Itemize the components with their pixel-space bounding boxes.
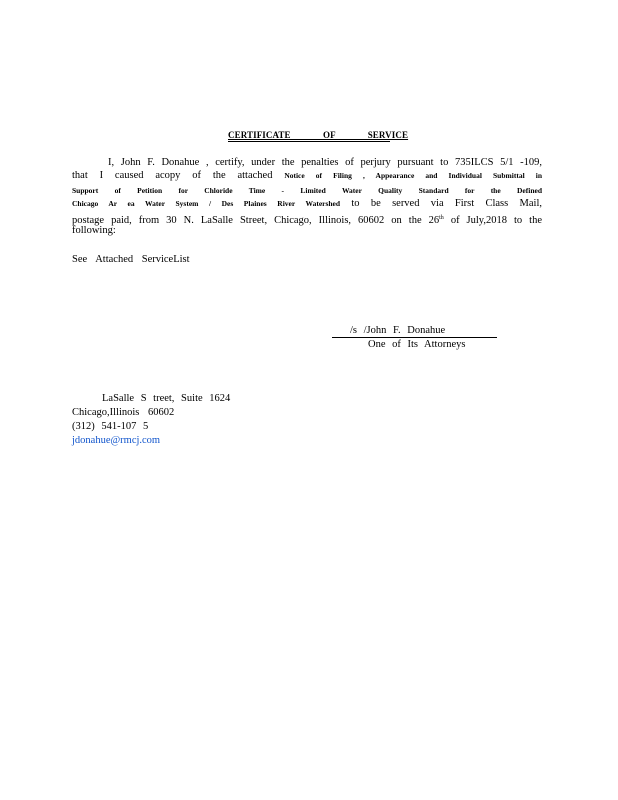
body-line-4 — [72, 198, 542, 210]
body-line-5-text: postage paid, from 30 N. LaSalle Street, Chicago, Illinois, 60602 on the 26 — [72, 215, 440, 226]
signature-title: One of Its Attorneys — [368, 339, 466, 350]
body-line-6: following: — [72, 225, 116, 236]
body-line-5 — [72, 212, 542, 227]
body-line-5-end: of July,2018 to the — [450, 215, 542, 226]
watershed-text: Chicago Ar ea Water System / Des Plaines River Watershed — [72, 199, 341, 208]
body-line-2-text: that I caused acopy of the attached — [72, 170, 273, 181]
body-line-4-text: to be served via First Class Mail, — [351, 198, 542, 209]
document-list-text: Notice of Filing , Appearance and Individual Submittal in — [284, 171, 543, 180]
signature-name: /s /John F. Donahue — [350, 325, 446, 336]
address-phone: (312) 541-107 5 — [72, 421, 149, 432]
body-line-2 — [72, 170, 542, 182]
email-link[interactable]: jdonahue@rmcj.com — [72, 435, 161, 446]
document-title: CERTIFICATE OF SERVICE — [228, 130, 409, 140]
address-city: Chicago,Illinois 60602 — [72, 407, 175, 418]
date-superscript: th — [439, 215, 444, 221]
body-line-3: Support of Petition for Chloride Time - Limited Water Quality Standard for the Defined — [72, 186, 542, 195]
see-attached-text: See Attached ServiceList — [72, 254, 190, 265]
address-street: LaSalle S treet, Suite 1624 — [102, 393, 231, 404]
body-line-1: I, John F. Donahue , certify, under the penalties of perjury pursuant to 735ILCS 5/1 -109, — [108, 157, 542, 168]
signature-line — [332, 325, 497, 338]
